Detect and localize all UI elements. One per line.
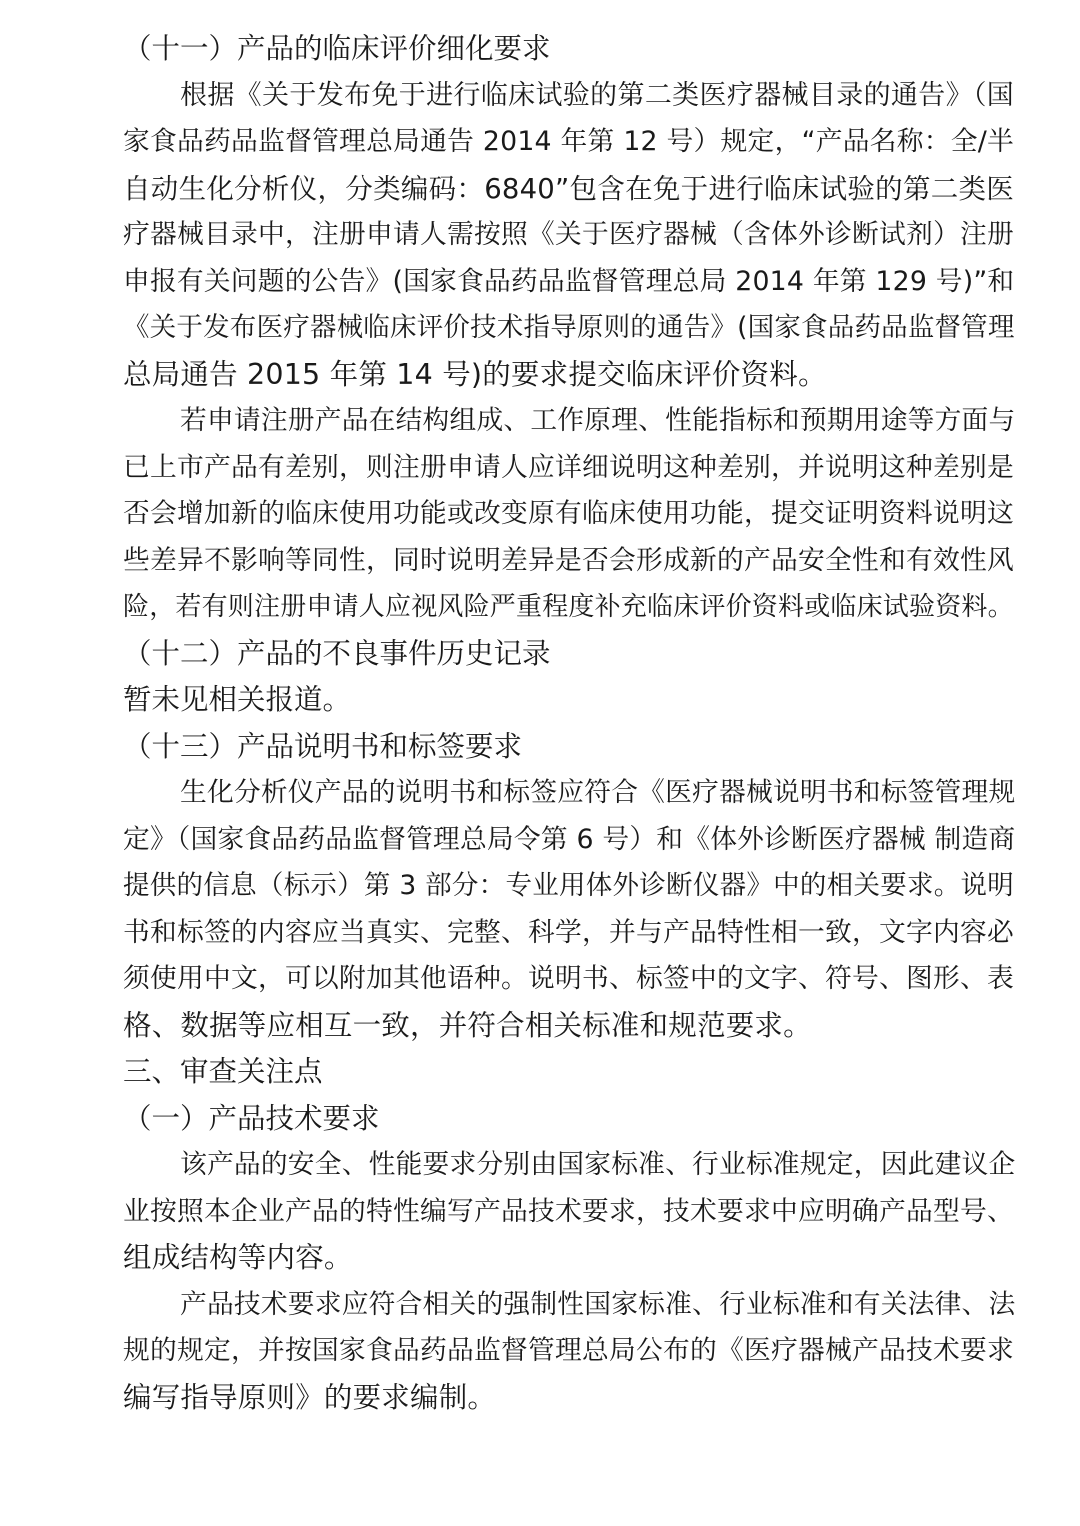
text-line: 若申请注册产品在结构组成、工作原理、性能指标和预期用途等方面与	[180, 405, 1016, 436]
text-line: 申报有关问题的公告》(国家食品药品监督管理总局 2014 年第 129 号)”和	[123, 265, 1015, 297]
section-heading-13	[66, 724, 1014, 771]
paragraph-compliance	[66, 1282, 1014, 1422]
text-line: 业按照本企业产品的特性编写产品技术要求，技术要求中应明确产品型号、	[123, 1195, 1014, 1227]
text-line: 根据《关于发布免于进行临床试验的第二类医疗器械目录的通告》（国	[180, 79, 1014, 111]
heading-text: （一）产品技术要求	[123, 1101, 380, 1135]
text-line: 规的规定，并按国家食品药品监督管理总局公布的《医疗器械产品技术要求	[123, 1335, 1014, 1366]
text-line: 险，若有则注册申请人应视风险严重程度补充临床评价资料或临床试验资料。	[123, 592, 1014, 622]
text-line: 须使用中文，可以附加其他语种。说明书、标签中的文字、符号、图形、表	[123, 963, 1014, 994]
text-line: 生化分析仪产品的说明书和标签应符合《医疗器械说明书和标签管理规	[180, 777, 1016, 808]
text-line: 组成结构等内容。	[123, 1241, 353, 1274]
paragraph-no-reports	[66, 677, 1014, 724]
text-line: 该产品的安全、性能要求分别由国家标准、行业标准规定，因此建议企	[180, 1149, 1016, 1180]
section-heading-tech-requirements	[66, 1096, 1014, 1143]
text-line: 编写指导原则》的要求编制。	[123, 1380, 497, 1414]
text-line: 提供的信息（标示）第 3 部分：专业用体外诊断仪器》中的相关要求。说明	[123, 870, 1014, 901]
text-line: 产品技术要求应符合相关的强制性国家标准、行业标准和有关法律、法	[180, 1288, 1016, 1320]
paragraph-clinical-evaluation	[66, 73, 1014, 399]
text-line: 家食品药品监督管理总局通告 2014 年第 12 号）规定，“产品名称：全/半	[123, 126, 1014, 157]
heading-text: （十二）产品的不良事件历史记录	[123, 636, 551, 670]
paragraph-text: 暂未见相关报道。	[123, 683, 352, 716]
text-line: 定》（国家食品药品监督管理总局令第 6 号）和《体外诊断医疗器械 制造商	[123, 823, 1016, 855]
section-heading-12	[66, 631, 1014, 678]
paragraph-safety-performance	[66, 1142, 1014, 1282]
text-line: 疗器械目录中，注册申请人需按照《关于医疗器械（含体外诊断试剂）注册	[123, 219, 1014, 250]
text-line: 书和标签的内容应当真实、完整、科学，并与产品特性相一致，文字内容必	[123, 916, 1014, 948]
text-line: 已上市产品有差别，则注册申请人应详细说明这种差别，并说明这种差别是	[123, 451, 1014, 483]
text-line: 否会增加新的临床使用功能或改变原有临床使用功能，提交证明资料说明这	[123, 498, 1014, 529]
heading-text: （十三）产品说明书和标签要求	[123, 729, 523, 763]
heading-text: 三、审查关注点	[123, 1055, 323, 1088]
text-line: 自动生化分析仪，分类编码：6840”包含在免于进行临床试验的第二类医	[123, 172, 1014, 205]
text-line: 总局通告 2015 年第 14 号)的要求提交临床评价资料。	[123, 357, 827, 391]
paragraph-product-differences	[66, 398, 1014, 631]
section-heading-review-focus	[66, 1049, 1014, 1096]
heading-text: （十一）产品的临床评价细化要求	[123, 32, 551, 65]
text-line: 格、数据等应相互一致，并符合相关标准和规范要求。	[123, 1008, 812, 1042]
paragraph-instructions-labels	[66, 770, 1014, 1049]
section-heading-11	[66, 26, 1014, 73]
text-line: 《关于发布医疗器械临床评价技术指导原则的通告》(国家食品药品监督管理	[123, 312, 1015, 343]
text-line: 些差异不影响等同性，同时说明差异是否会形成新的产品安全性和有效性风	[123, 544, 1014, 576]
